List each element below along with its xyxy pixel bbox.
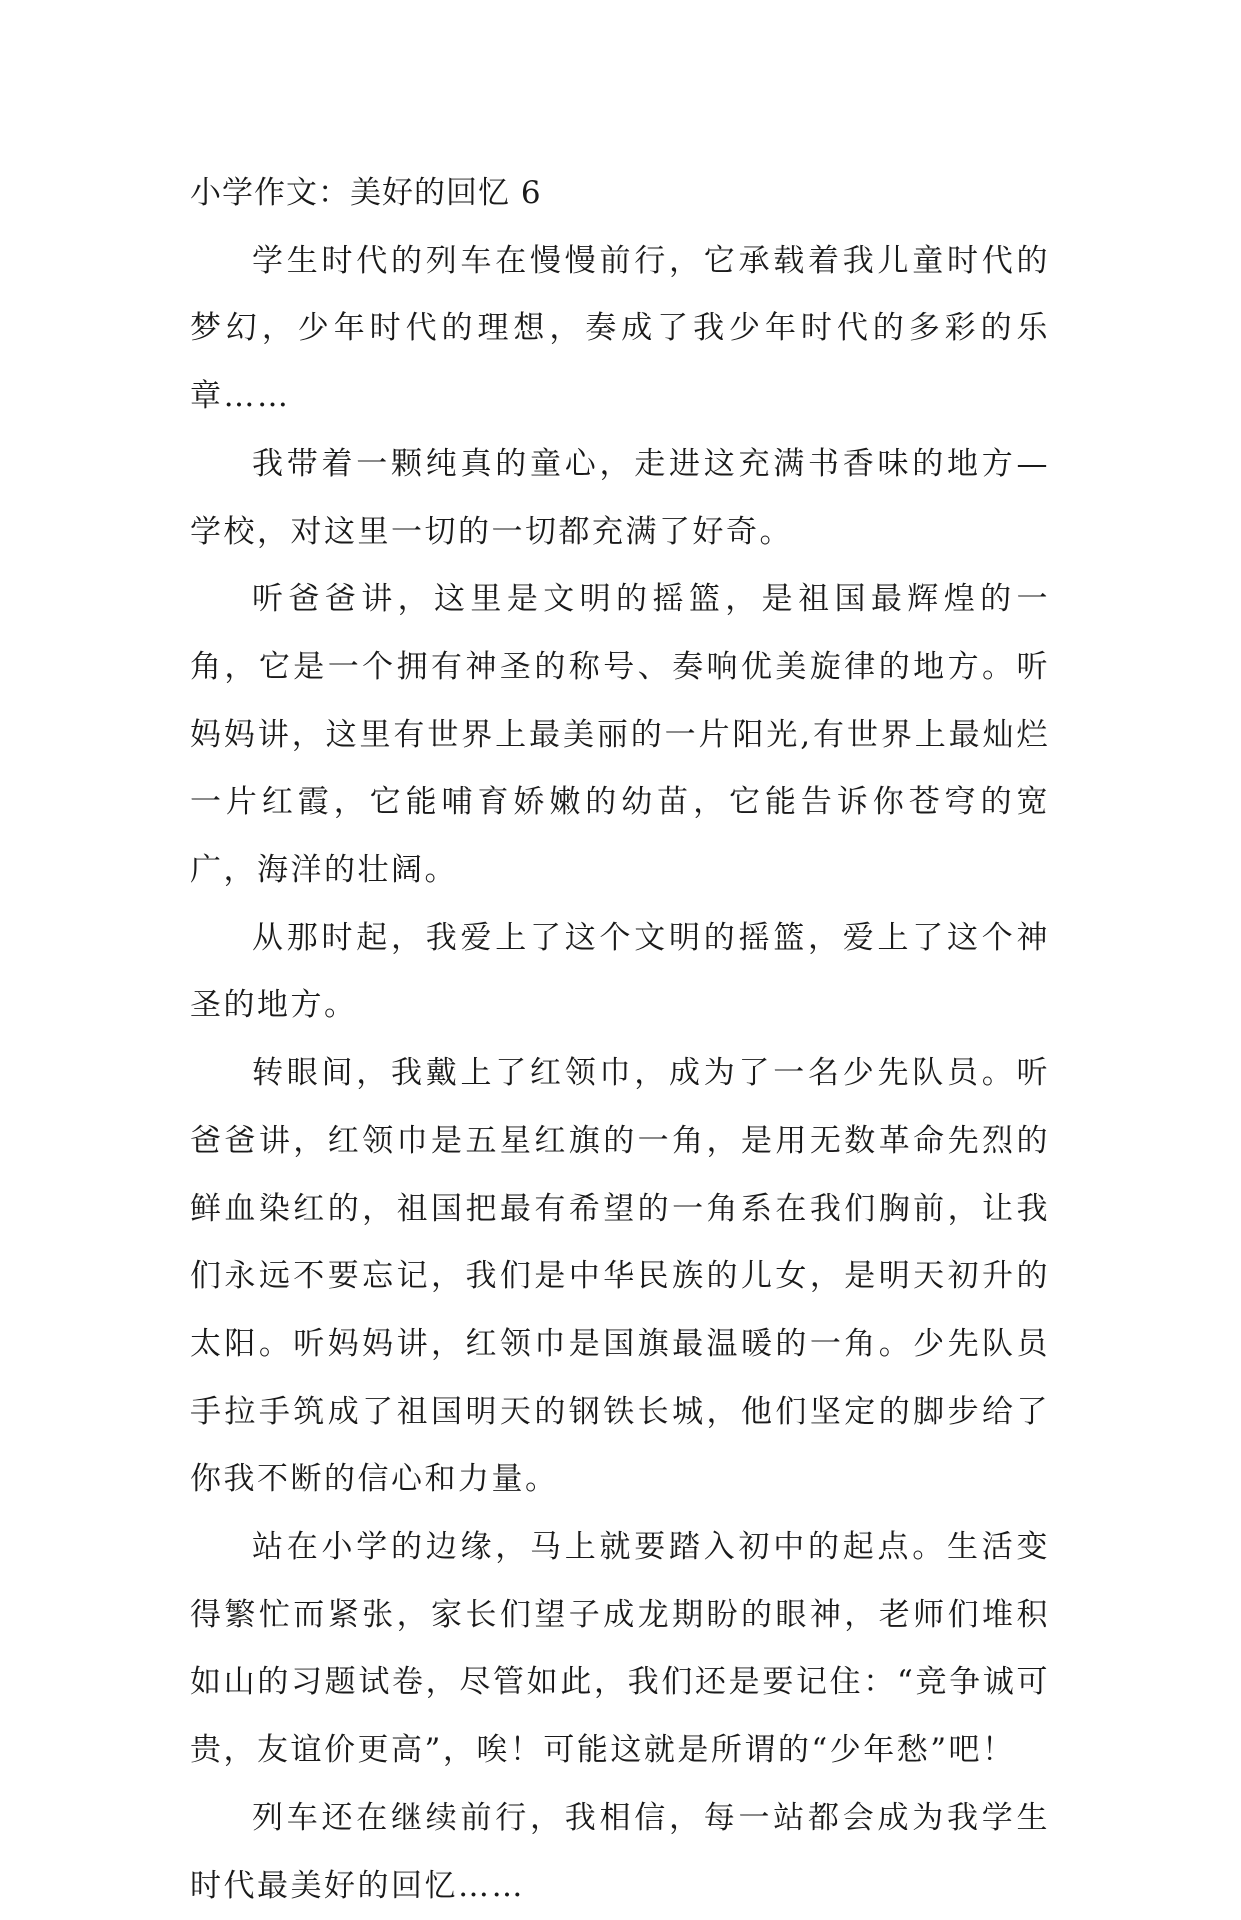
paragraph-5: 转眼间，我戴上了红领巾，成为了一名少先队员。听爸爸讲，红领巾是五星红旗的一角，是用无数革命先烈的鲜血染红的，祖国把最有希望的一角系在我们胸前，让我们永远不要忘记，我们是中华民族的儿女，是明天初升的太阳。听妈妈讲，红领巾是国旗最温暖的一角。少先队员手拉手筑成了祖国明天的钢铁长城，他们坚定的脚步给了你我不断的信心和力量。 [190,1055,1050,1498]
paragraph-1: 学生时代的列车在慢慢前行，它承载着我儿童时代的梦幻，少年时代的理想，奏成了我少年时代的多彩的乐章…… [190,242,1050,415]
paragraph-7: 列车还在继续前行，我相信，每一站都会成为我学生时代最美好的回忆…… [190,1799,1050,1904]
paragraph-4: 从那时起，我爱上了这个文明的摇篮，爱上了这个神圣的地方。 [190,919,1050,1024]
essay-title: 小学作文：美好的回忆 6 [190,175,542,211]
paragraph-6: 站在小学的边缘，马上就要踏入初中的起点。生活变得繁忙而紧张，家长们望子成龙期盼的眼神，老师们堆积如山的习题试卷，尽管如此，我们还是要记住：“竞争诚可贵，友谊价更高”，唉！可能这就是所谓的“少年愁”吧！ [190,1529,1050,1769]
essay-body [190,160,1050,1920]
paragraph-3: 听爸爸讲，这里是文明的摇篮，是祖国最辉煌的一角，它是一个拥有神圣的称号、奏响优美旋律的地方。听妈妈讲，这里有世界上最美丽的一片阳光,有世界上最灿烂一片红霞，它能哺育娇嫩的幼苗，它能告诉你苍穹的宽广，海洋的壮阔。 [190,581,1050,889]
paragraph-2: 我带着一颗纯真的童心，走进这充满书香味的地方—学校，对这里一切的一切都充满了好奇。 [190,445,1050,550]
